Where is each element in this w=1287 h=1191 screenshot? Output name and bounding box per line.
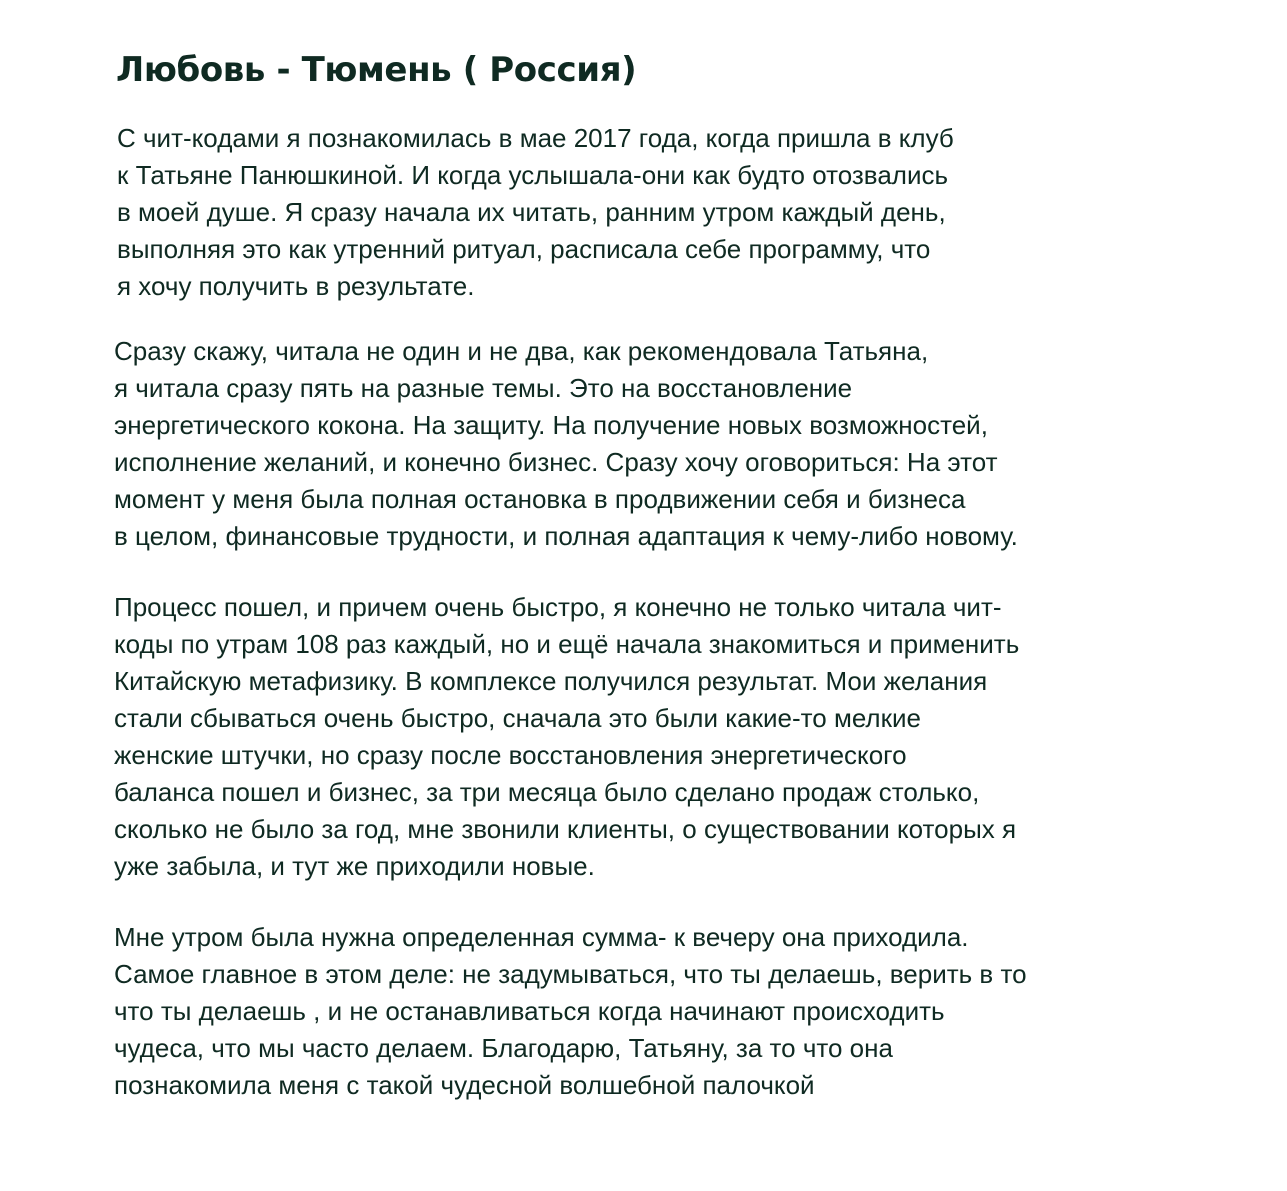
- text-line: в целом, финансовые трудности, и полная адаптация к чему-либо новому.: [114, 521, 1018, 551]
- text-line: уже забыла, и тут же приходили новые.: [114, 851, 595, 881]
- paragraph-3: [114, 589, 1019, 885]
- text-line: баланса пошел и бизнес, за три месяца было сделано продаж столько,: [114, 777, 980, 807]
- text-line: женские штучки, но сразу после восстановления энергетического: [114, 740, 907, 770]
- text-line: коды по утрам 108 раз каждый, но и ещё начала знакомиться и применить: [114, 629, 1020, 659]
- text-line: познакомила меня с такой чудесной волшебной палочкой: [114, 1070, 815, 1100]
- text-line: Китайскую метафизику. В комплексе получился результат. Мои желания: [114, 666, 988, 696]
- text-line: я читала сразу пять на разные темы. Это на восстановление: [114, 373, 853, 403]
- text-line: Мне утром была нужна определенная сумма- к вечеру она приходила.: [114, 922, 969, 952]
- text-line: Самое главное в этом деле: не задумываться, что ты делаешь, верить в то: [114, 959, 1027, 989]
- paragraph-2: [114, 333, 1018, 555]
- text-line: что ты делаешь , и не останавливаться когда начинают происходить: [114, 996, 945, 1026]
- paragraph-1: [117, 120, 954, 305]
- text-line: исполнение желаний, и конечно бизнес. Сразу хочу оговориться: На этот: [114, 447, 998, 477]
- paragraph-4: [114, 919, 1027, 1104]
- text-line: сколько не было за год, мне звонили клиенты, о существовании которых я: [114, 814, 1017, 844]
- text-line: я хочу получить в результате.: [117, 271, 475, 301]
- text-line: Сразу скажу, читала не один и не два, как рекомендовала Татьяна,: [114, 336, 929, 366]
- text-line: в моей душе. Я сразу начала их читать, ранним утром каждый день,: [117, 197, 946, 227]
- text-line: чудеса, что мы часто делаем. Благодарю, Татьяну, за то что она: [114, 1033, 893, 1063]
- text-line: стали сбываться очень быстро, сначала это были какие-то мелкие: [114, 703, 921, 733]
- text-line: Процесс пошел, и причем очень быстро, я конечно не только читала чит-: [114, 592, 1002, 622]
- text-line: выполняя это как утренний ритуал, расписала себе программу, что: [117, 234, 931, 264]
- text-line: С чит-кодами я познакомилась в мае 2017 года, когда пришла в клуб: [117, 123, 954, 153]
- page-title: Любовь - Тюмень ( Россия): [116, 50, 637, 90]
- text-line: к Татьяне Панюшкиной. И когда услышала-они как будто отозвались: [117, 160, 949, 190]
- text-line: энергетического кокона. На защиту. На получение новых возможностей,: [114, 410, 988, 440]
- text-line: момент у меня была полная остановка в продвижении себя и бизнеса: [114, 484, 966, 514]
